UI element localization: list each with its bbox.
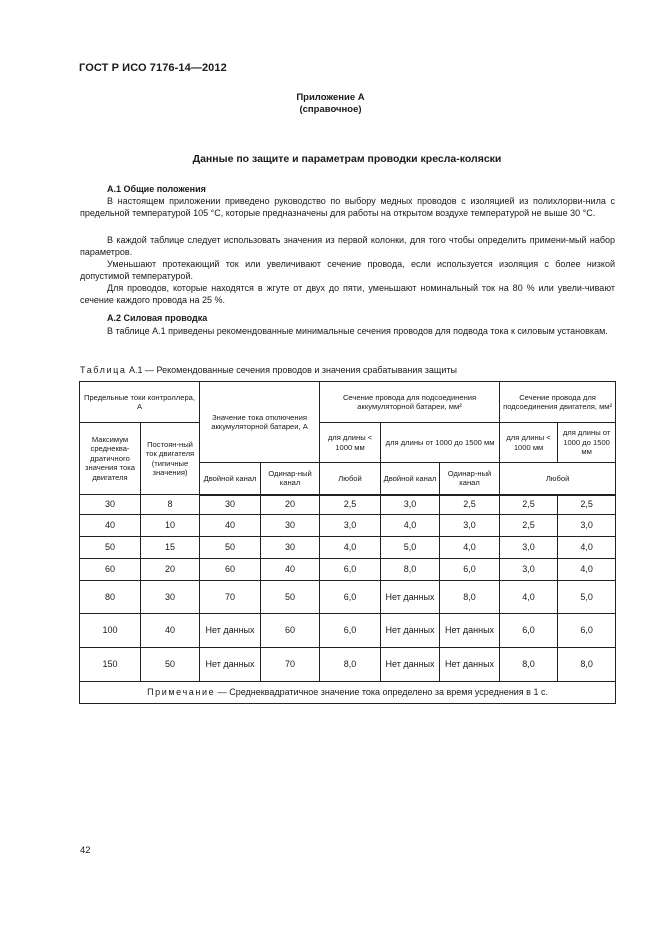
table-cell: 100 bbox=[80, 614, 141, 648]
header-single-channel-2: Одинар-ный канал bbox=[440, 463, 500, 495]
section-1-paragraph-3: Уменьшают протекающий ток или увеличивают сечение провода, если используется изоляция с более низкой допустимой температурой. bbox=[80, 259, 615, 281]
table-cell: 40 bbox=[141, 614, 200, 648]
table-cell: 50 bbox=[261, 581, 320, 614]
document-code: ГОСТ Р ИСО 7176-14—2012 bbox=[79, 62, 227, 74]
table-cell: 8,0 bbox=[500, 648, 558, 682]
table-cell: 3,0 bbox=[500, 537, 558, 559]
table-cell: 8,0 bbox=[381, 559, 440, 581]
table-cell: Нет данных bbox=[200, 614, 261, 648]
table-row bbox=[80, 648, 616, 682]
table-note bbox=[80, 682, 616, 704]
table-cell: 150 bbox=[80, 648, 141, 682]
table-note-row bbox=[80, 682, 616, 704]
table-cell: 6,0 bbox=[500, 614, 558, 648]
table-caption-label: Таблица bbox=[80, 365, 127, 375]
table-note-text: — Среднеквадратичное значение тока определено за время усреднения в 1 с. bbox=[215, 687, 548, 698]
header-battery-section: Сечение провода для подсоединения аккумуляторной батареи, мм² bbox=[320, 382, 500, 423]
page-number: 42 bbox=[80, 845, 91, 856]
table-cell: 80 bbox=[80, 581, 141, 614]
table-cell: 3,0 bbox=[381, 495, 440, 515]
header-motor-section: Сечение провода для подсоединения двигателя, мм² bbox=[500, 382, 616, 423]
table-cell: 40 bbox=[200, 515, 261, 537]
section-1-paragraph-1: В настоящем приложении приведено руководство по выбору медных проводов с изоляцией из полихлорви-нила с предельной температурой 105 °С, которые предназначены для работы на открытом воздухе температурой не выше 30 °С. bbox=[80, 196, 615, 218]
header-single-channel: Одинар-ный канал bbox=[261, 463, 320, 495]
table-row bbox=[80, 614, 616, 648]
table-cell: 4,0 bbox=[500, 581, 558, 614]
table-cell: 6,0 bbox=[440, 559, 500, 581]
table-cell: 2,5 bbox=[320, 495, 381, 515]
table-cell: 3,0 bbox=[558, 515, 616, 537]
table-cell: Нет данных bbox=[440, 648, 500, 682]
header-battery-len-1000-1500: для длины от 1000 до 1500 мм bbox=[381, 423, 500, 463]
table-cell: 70 bbox=[200, 581, 261, 614]
table-cell: 3,0 bbox=[440, 515, 500, 537]
table-cell: 60 bbox=[261, 614, 320, 648]
table-cell: 50 bbox=[80, 537, 141, 559]
table-row bbox=[80, 495, 616, 515]
table-cell: 5,0 bbox=[381, 537, 440, 559]
table-cell: 8,0 bbox=[320, 648, 381, 682]
table-cell: 30 bbox=[141, 581, 200, 614]
header-double-channel-2: Двойной канал bbox=[381, 463, 440, 495]
header-max-rms: Максимум среднеква-дратичного значения тока двигателя bbox=[80, 423, 141, 495]
section-2-paragraph: В таблице А.1 приведены рекомендованные минимальные сечения проводов для подвода тока к силовым установкам. bbox=[107, 326, 608, 336]
table-cell: 6,0 bbox=[320, 581, 381, 614]
table-cell: 30 bbox=[261, 537, 320, 559]
table-cell: 15 bbox=[141, 537, 200, 559]
table-cell: 30 bbox=[261, 515, 320, 537]
table-row bbox=[80, 581, 616, 614]
table-cell: 2,5 bbox=[558, 495, 616, 515]
table-cell: Нет данных bbox=[381, 648, 440, 682]
table-cell: Нет данных bbox=[381, 614, 440, 648]
header-constant-current: Постоян-ный ток двигателя (типичные значения) bbox=[141, 423, 200, 495]
table-cell: 30 bbox=[80, 495, 141, 515]
table-cell: 8,0 bbox=[440, 581, 500, 614]
header-any: Любой bbox=[320, 463, 381, 495]
table-note-label: Примечание bbox=[147, 687, 216, 698]
table-cell: 20 bbox=[141, 559, 200, 581]
table-cell: 4,0 bbox=[440, 537, 500, 559]
table-cell: 20 bbox=[261, 495, 320, 515]
appendix-subtitle: (справочное) bbox=[299, 104, 362, 115]
table-cell: 6,0 bbox=[320, 614, 381, 648]
header-battery-cutoff: Значение тока отключения аккумуляторной батареи, А bbox=[200, 382, 320, 463]
header-motor-len-1000-1500: для длины от 1000 до 1500 мм bbox=[558, 423, 616, 463]
main-title: Данные по защите и параметрам проводки кресла-коляски bbox=[192, 153, 502, 165]
header-double-channel: Двойной канал bbox=[200, 463, 261, 495]
table-cell: 6,0 bbox=[558, 614, 616, 648]
table-caption bbox=[80, 365, 457, 375]
table-cell: 60 bbox=[80, 559, 141, 581]
header-any-2: Любой bbox=[500, 463, 616, 495]
table-cell: 60 bbox=[200, 559, 261, 581]
table-cell: Нет данных bbox=[381, 581, 440, 614]
table-cell: Нет данных bbox=[440, 614, 500, 648]
table-row bbox=[80, 515, 616, 537]
wire-section-table bbox=[79, 381, 616, 704]
table-cell: 2,5 bbox=[440, 495, 500, 515]
table-cell: 30 bbox=[200, 495, 261, 515]
table-row bbox=[80, 559, 616, 581]
table-cell: 2,5 bbox=[500, 495, 558, 515]
table-caption-text: А.1 — Рекомендованные сечения проводов и значения срабатывания защиты bbox=[126, 365, 457, 375]
appendix-title: Приложение А bbox=[296, 92, 365, 103]
header-battery-len-lt-1000: для длины < 1000 мм bbox=[320, 423, 381, 463]
table-cell: 40 bbox=[261, 559, 320, 581]
table-cell: 4,0 bbox=[320, 537, 381, 559]
header-motor-len-lt-1000: для длины < 1000 мм bbox=[500, 423, 558, 463]
table-cell: 3,0 bbox=[320, 515, 381, 537]
table-cell: 8,0 bbox=[558, 648, 616, 682]
table-cell: 4,0 bbox=[381, 515, 440, 537]
table-cell: 70 bbox=[261, 648, 320, 682]
table-cell: 10 bbox=[141, 515, 200, 537]
table-cell: Нет данных bbox=[200, 648, 261, 682]
table-cell: 8 bbox=[141, 495, 200, 515]
table-cell: 50 bbox=[141, 648, 200, 682]
table-cell: 5,0 bbox=[558, 581, 616, 614]
section-1-heading: А.1 Общие положения bbox=[107, 184, 206, 194]
table-cell: 2,5 bbox=[500, 515, 558, 537]
section-1-paragraph-4: Для проводов, которые находятся в жгуте от двух до пяти, уменьшают номинальный ток на 80 % или увели-чивают сечение каждого провода на 25 %. bbox=[80, 283, 615, 305]
table-cell: 4,0 bbox=[558, 537, 616, 559]
table-cell: 40 bbox=[80, 515, 141, 537]
table-cell: 4,0 bbox=[558, 559, 616, 581]
table-cell: 6,0 bbox=[320, 559, 381, 581]
section-2-heading: А.2 Силовая проводка bbox=[107, 313, 208, 323]
section-1-paragraph-2: В каждой таблице следует использовать значения из первой колонки, для того чтобы определить примени-мый набор параметров. bbox=[80, 235, 615, 257]
table-cell: 50 bbox=[200, 537, 261, 559]
table-row bbox=[80, 537, 616, 559]
header-controller-currents: Предельные токи контроллера, А bbox=[80, 382, 200, 423]
table-cell: 3,0 bbox=[500, 559, 558, 581]
